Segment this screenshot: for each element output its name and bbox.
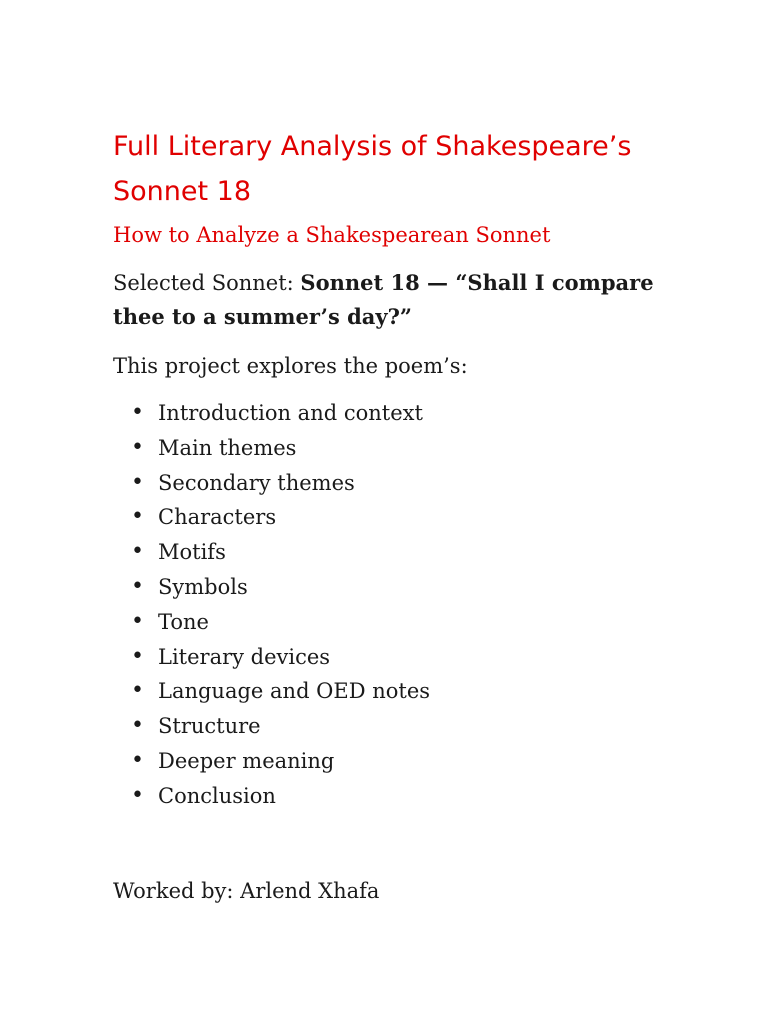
intro-text: This project explores the poem’s: (113, 354, 468, 378)
selected-sonnet-line (113, 266, 673, 334)
list-item: • Motifs (113, 535, 430, 570)
list-item: • Introduction and context (113, 396, 430, 431)
list-item: • Main themes (113, 431, 430, 466)
selected-sonnet-name: Sonnet 18 — “Shall I compare thee to a summer’s day?” (113, 270, 654, 329)
list-item: • Symbols (113, 570, 430, 605)
list-item: • Tone (113, 605, 430, 640)
list-item: • Language and OED notes (113, 674, 430, 709)
list-item: • Characters (113, 500, 430, 535)
document-subtitle: How to Analyze a Shakespearean Sonnet (113, 223, 551, 247)
topics-list (113, 396, 430, 814)
selected-sonnet-label: Selected Sonnet: (113, 271, 301, 295)
list-item: • Literary devices (113, 640, 430, 675)
author-credit: Worked by: Arlend Xhafa (113, 879, 380, 903)
list-item: • Conclusion (113, 779, 430, 814)
list-item: • Secondary themes (113, 466, 430, 501)
document-title: Full Literary Analysis of Shakespeare’s Sonnet 18 (113, 131, 632, 207)
list-item: • Deeper meaning (113, 744, 430, 779)
list-item: • Structure (113, 709, 430, 744)
